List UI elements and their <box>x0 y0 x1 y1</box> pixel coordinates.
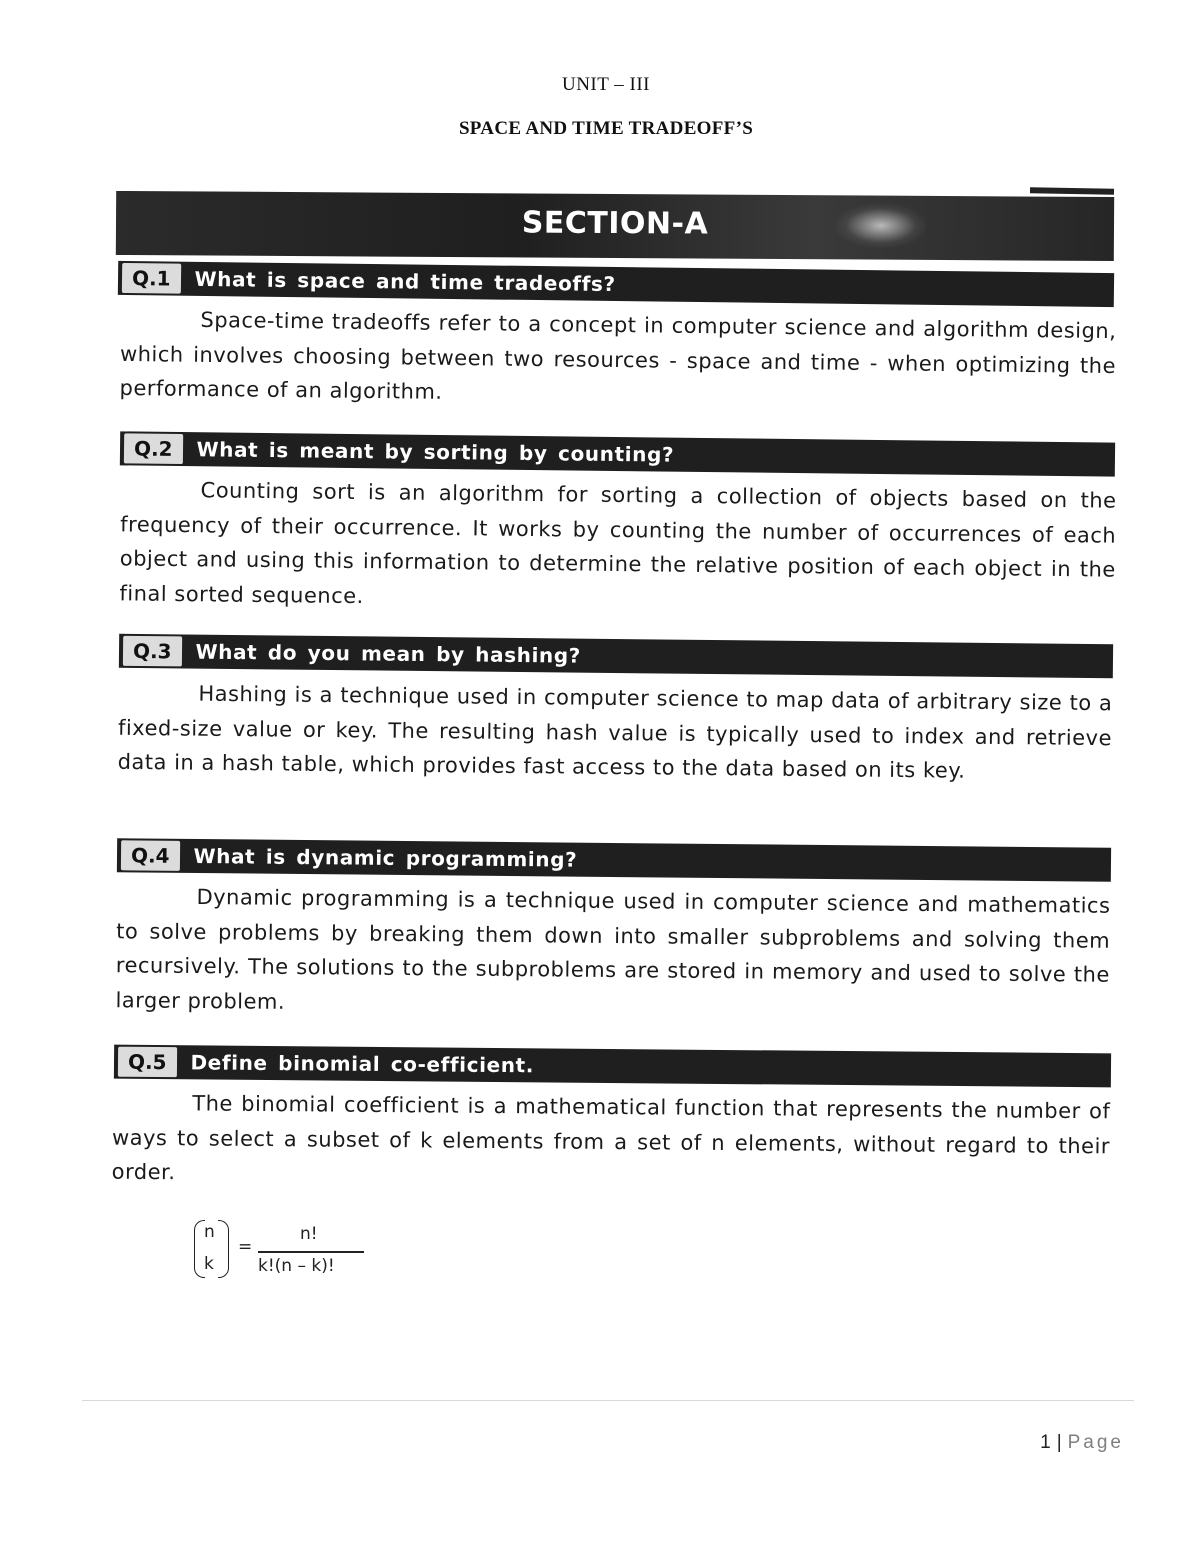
page-number: 1 <box>1040 1432 1051 1453</box>
question-number: Q.4 <box>121 840 180 871</box>
answer-2 <box>119 472 1117 621</box>
right-paren <box>218 1220 229 1278</box>
answer-text: The binomial coefficient is a mathematical function that represents the number of ways to select a subset of k elements from a set of n elements, without regard to their order. <box>111 1091 1111 1185</box>
section-title: SECTION-A <box>521 205 709 242</box>
binom-top: n <box>204 1222 215 1242</box>
answer-3 <box>117 676 1112 790</box>
question-bar-4 <box>117 838 1111 882</box>
equals-sign: = <box>238 1237 253 1257</box>
question-text: Define binomial co-efficient. <box>190 1050 535 1078</box>
fraction-bar <box>258 1251 364 1253</box>
page-label: Page <box>1067 1432 1124 1453</box>
binom-bottom: k <box>204 1254 214 1274</box>
question-bar-2 <box>120 431 1115 476</box>
fraction-numerator: n! <box>300 1224 318 1244</box>
chapter-title: SPACE AND TIME TRADEOFF’S <box>458 118 754 139</box>
question-number: Q.1 <box>122 263 181 294</box>
answer-text: Counting sort is an algorithm for sorting a collection of objects based on the frequency of their occurrence. It works by counting the number of occurrences of each object and using this information to determine the relative position of each object in the final sorted sequence. <box>119 478 1117 608</box>
section-banner <box>116 191 1114 261</box>
question-bar-1 <box>118 261 1114 307</box>
question-text: What do you mean by hashing? <box>195 639 582 668</box>
question-bar-5 <box>114 1045 1111 1088</box>
binomial-formula <box>192 1218 382 1282</box>
question-number: Q.2 <box>124 433 183 464</box>
footer-rule <box>82 1400 1134 1401</box>
question-text: What is meant by sorting by counting? <box>196 437 675 467</box>
answer-1 <box>119 302 1116 418</box>
question-number: Q.3 <box>123 636 182 667</box>
answer-5 <box>112 1086 1111 1198</box>
page-footer <box>1040 1432 1124 1454</box>
answer-text: Dynamic programming is a technique used in computer science and mathematics to solve problems by breaking them down into smaller subproblems and solving them recursively. The solutions to the subproblems are stored in memory and used to solve the larger problem. <box>115 885 1111 1014</box>
decorative-rule <box>1030 187 1114 194</box>
answer-4 <box>115 879 1110 1027</box>
question-text: What is dynamic programming? <box>193 843 578 872</box>
question-number: Q.5 <box>118 1047 177 1078</box>
unit-heading: UNIT – III <box>561 74 650 95</box>
fraction-denominator: k!(n – k)! <box>258 1256 335 1276</box>
footer-separator: | <box>1056 1432 1062 1453</box>
answer-text: Hashing is a technique used in computer science to map data of arbitrary size to a fixed-size value or key. The resulting hash value is typically used to index and retrieve data in a hash table, which provides fast access to the data based on its key. <box>117 681 1113 783</box>
question-text: What is space and time tradeoffs? <box>194 266 616 296</box>
answer-text: Space-time tradeoffs refer to a concept in computer science and algorithm design, which involves choosing between two resources - space and time - when optimizing the performance of an algorithm. <box>119 307 1117 404</box>
question-bar-3 <box>119 634 1113 678</box>
